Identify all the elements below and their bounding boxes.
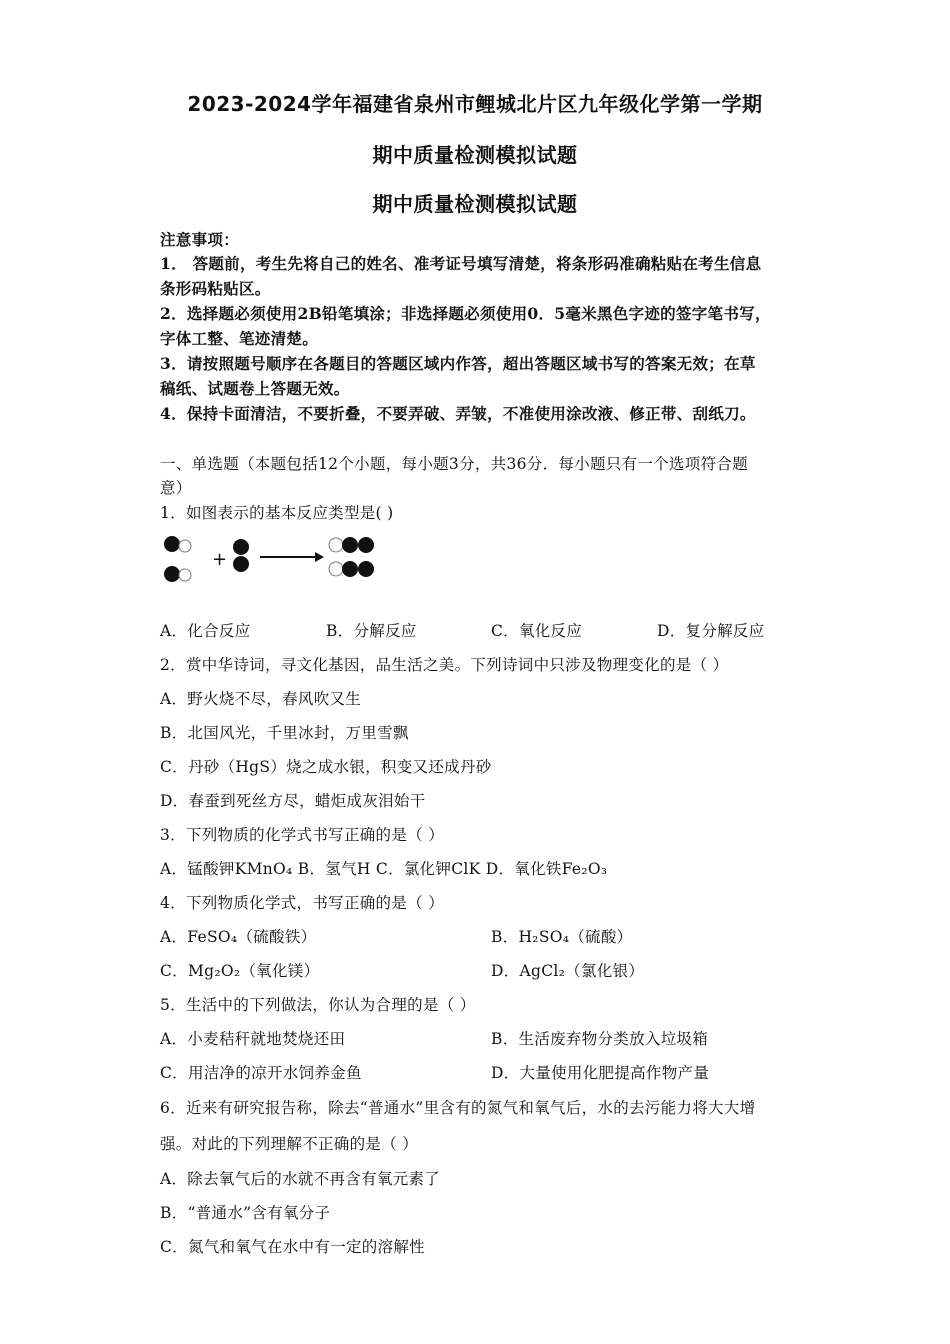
question-2-stem: 2．赏中华诗词，寻文化基因，品生活之美。下列诗词中只涉及物理变化的是（ ） (160, 656, 729, 674)
question-5-option-a: A．小麦秸秆就地焚烧还田 (160, 1030, 346, 1048)
question-5-option-c: C．用洁净的凉开水饲养金鱼 (160, 1064, 362, 1082)
notice-line: 稿纸、试题卷上答题无效。 (160, 379, 350, 398)
question-6-option-a: A．除去氧气后的水就不再含有氧元素了 (160, 1170, 441, 1188)
exam-title-line-2: 期中质量检测模拟试题 (372, 143, 578, 167)
question-6-option-b: B．“普通水”含有氧分子 (160, 1204, 331, 1222)
notice-heading: 注意事项： (160, 230, 240, 249)
notice-line: 4．保持卡面清洁，不要折叠，不要弄破、弄皱，不准使用涂改液、修正带、刮纸刀。 (160, 404, 756, 423)
question-1-option-d: D．复分解反应 (657, 622, 765, 640)
notice-line: 条形码粘贴区。 (160, 279, 271, 298)
question-4-option-c: C．Mg₂O₂（氧化镁） (160, 962, 320, 980)
question-6-stem-cont: 强。对此的下列理解不正确的是（ ） (160, 1135, 419, 1153)
question-3-options: A．锰酸钾KMnO₄ B．氢气H C．氯化钾ClK D．氧化铁Fe₂O₃ (160, 860, 608, 878)
exam-title-line-1: 2023-2024学年福建省泉州市鲤城北片区九年级化学第一学期 (187, 92, 763, 116)
question-3-stem: 3．下列物质的化学式书写正确的是（ ） (160, 826, 444, 844)
question-2-option-c: C．丹砂（HgS）烧之成水银，积变又还成丹砂 (160, 758, 492, 776)
question-1-option-a: A．化合反应 (160, 622, 251, 640)
notice-line: 1． 答题前，考生先将自己的姓名、准考证号填写清楚，将条形码准确粘贴在考生信息 (160, 254, 762, 273)
question-1-option-c: C．氧化反应 (491, 622, 583, 640)
section-heading: 一、单选题（本题包括12个小题，每小题3分，共36分．每小题只有一个选项符合题 (160, 455, 749, 473)
question-2-option-b: B．北国风光，千里冰封，万里雪飘 (160, 724, 409, 742)
arrow-head-icon (315, 552, 324, 562)
question-6-option-c: C．氮气和氧气在水中有一定的溶解性 (160, 1238, 425, 1256)
question-1-stem: 1．如图表示的基本反应类型是( ) (160, 504, 394, 522)
notice-line: 2．选择题必须使用2B铅笔填涂；非选择题必须使用0．5毫米黑色字迹的签字笔书写， (160, 304, 771, 323)
question-4-option-d: D．AgCl₂（氯化银） (491, 962, 645, 980)
question-2-option-d: D．春蚕到死丝方尽，蜡炬成灰泪始干 (160, 792, 426, 810)
question-4-stem: 4．下列物质化学式，书写正确的是（ ） (160, 894, 444, 912)
reaction-diagram (160, 532, 384, 586)
product-molecule (329, 561, 374, 577)
question-2-option-a: A．野火烧不尽，春风吹又生 (160, 690, 362, 708)
question-4-option-b: B．H₂SO₄（硫酸） (491, 928, 633, 946)
product-molecule (329, 537, 374, 553)
question-5-stem: 5．生活中的下列做法，你认为合理的是（ ） (160, 996, 476, 1014)
question-1-option-b: B．分解反应 (326, 622, 417, 640)
question-6-stem: 6．近来有研究报告称，除去“普通水”里含有的氮气和氧气后，水的去污能力将大大增 (160, 1099, 756, 1117)
question-4-option-a: A．FeSO₄（硫酸铁） (160, 928, 317, 946)
notice-line: 3．请按照题号顺序在各题目的答题区域内作答，超出答题区域书写的答案无效；在草 (160, 354, 756, 373)
section-heading-cont: 意） (160, 479, 192, 497)
question-5-option-b: B．生活废弃物分类放入垃圾箱 (491, 1030, 709, 1048)
reactant-molecule (164, 566, 191, 582)
question-5-option-d: D．大量使用化肥提高作物产量 (491, 1064, 710, 1082)
reactant-molecule (164, 536, 191, 552)
plus-sign: + (212, 549, 228, 570)
reactant-molecule (233, 539, 249, 572)
notice-line: 字体工整、笔迹清楚。 (160, 329, 319, 348)
exam-title-line-3: 期中质量检测模拟试题 (372, 192, 578, 216)
